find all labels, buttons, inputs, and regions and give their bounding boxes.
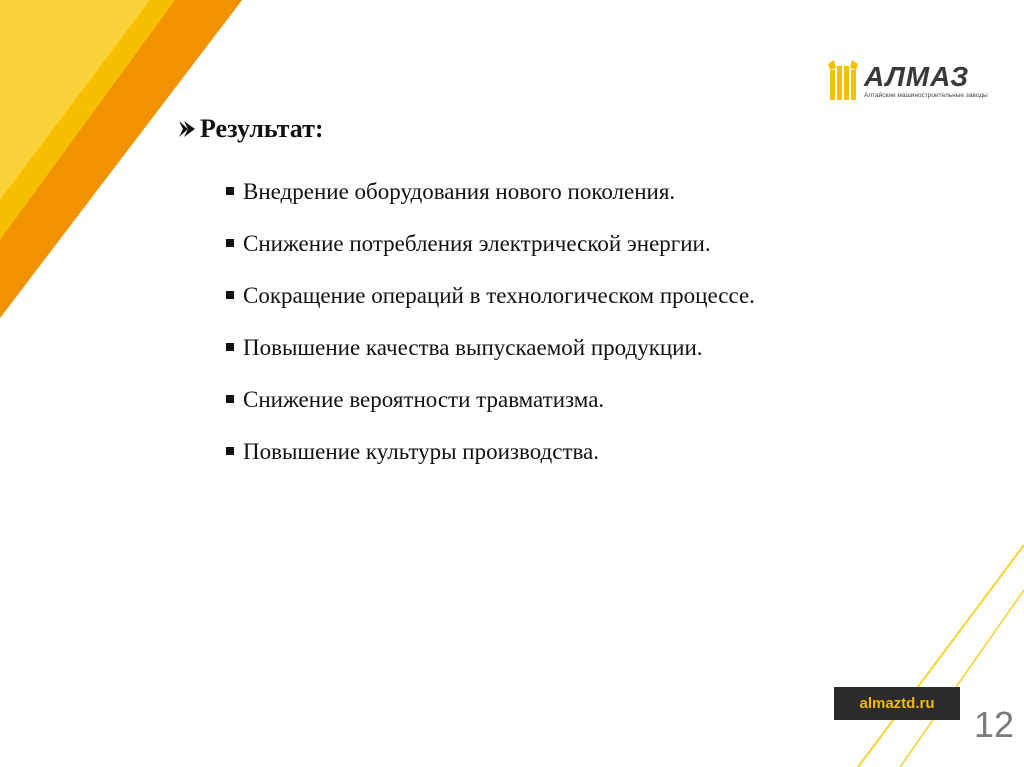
list-item-text: Снижение потребления электрической энергии. [243,231,711,256]
result-list [226,166,786,478]
list-item [226,426,786,478]
website-badge[interactable]: almaztd.ru [834,687,960,720]
square-bullet-icon [226,343,234,351]
list-item [226,322,786,374]
square-bullet-icon [226,239,234,247]
list-item-text: Повышение качества выпускаемой продукции. [243,335,703,360]
list-item-text: Снижение вероятности травматизма. [243,387,605,412]
logo-name: АЛМАЗ [864,61,970,92]
list-item-text: Внедрение оборудования нового поколения. [243,179,676,204]
logo-mark-icon [828,60,858,102]
list-item [226,270,786,322]
arrow-bullet-icon [176,118,198,140]
square-bullet-icon [226,395,234,403]
list-item [226,374,786,426]
result-heading [176,114,324,144]
logo-subtitle: Алтайские машиностроительные заводы [864,92,988,99]
list-item [226,166,786,218]
heading-text: Результат: [200,114,324,143]
square-bullet-icon [226,187,234,195]
list-item-text: Повышение культуры производства. [243,439,600,464]
list-item-text: Сокращение операций в технологическом процессе. [243,283,755,308]
page-number: 12 [974,704,1015,745]
square-bullet-icon [226,447,234,455]
company-logo [828,60,988,102]
square-bullet-icon [226,291,234,299]
list-item [226,218,786,270]
